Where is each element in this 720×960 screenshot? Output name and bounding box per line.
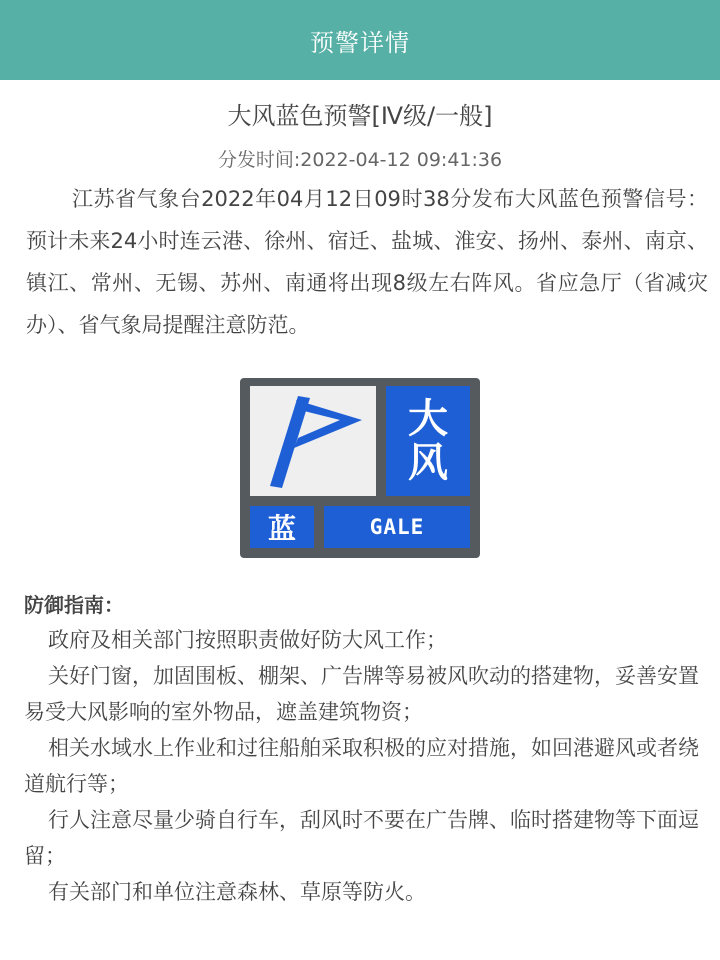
guide-item: 行人注意尽量少骑自行车，刮风时不要在广告牌、临时搭建物等下面逗留； bbox=[24, 808, 699, 868]
warning-english-label: GALE bbox=[324, 506, 470, 548]
guide-item: 关好门窗，加固围板、棚架、广告牌等易被风吹动的搭建物，妥善安置易受大风影响的室外物品，遮盖建筑物资； bbox=[24, 664, 699, 724]
alert-title: 大风蓝色预警[Ⅳ级/一般] bbox=[227, 102, 493, 130]
wind-flag-icon bbox=[250, 386, 376, 496]
page-title: 预警详情 bbox=[310, 28, 410, 57]
time-value: 2022-04-12 09:41:36 bbox=[300, 149, 503, 171]
warning-char-2: 风 bbox=[408, 440, 448, 486]
warning-type-panel bbox=[386, 386, 470, 496]
guide-list bbox=[24, 622, 708, 910]
guide-item: 政府及相关部门按照职责做好防大风工作； bbox=[48, 628, 447, 652]
warning-icon-container bbox=[0, 378, 720, 558]
guide-item: 有关部门和单位注意森林、草原等防火。 bbox=[48, 880, 426, 904]
gale-warning-icon bbox=[240, 378, 480, 558]
header-bar bbox=[0, 0, 720, 80]
warning-char-1: 大 bbox=[408, 396, 448, 442]
guide-title: 防御指南： bbox=[24, 593, 124, 617]
time-label: 分发时间: bbox=[217, 149, 301, 171]
guide-item: 相关水域水上作业和过往船舶采取积极的应对措施，如回港避风或者绕道航行等； bbox=[24, 736, 699, 796]
alert-time bbox=[0, 146, 720, 174]
alert-content: 江苏省气象台2022年04月12日09时38分发布大风蓝色预警信号：预计未来24小时连云港、徐州、宿迁、盐城、淮安、扬州、泰州、南京、镇江、常州、无锡、苏州、南通将出现8级左右阵风。省应急厅（省减灾办）、省气象局提醒注意防范。 bbox=[26, 187, 708, 337]
warning-level-badge: 蓝 bbox=[250, 506, 314, 548]
